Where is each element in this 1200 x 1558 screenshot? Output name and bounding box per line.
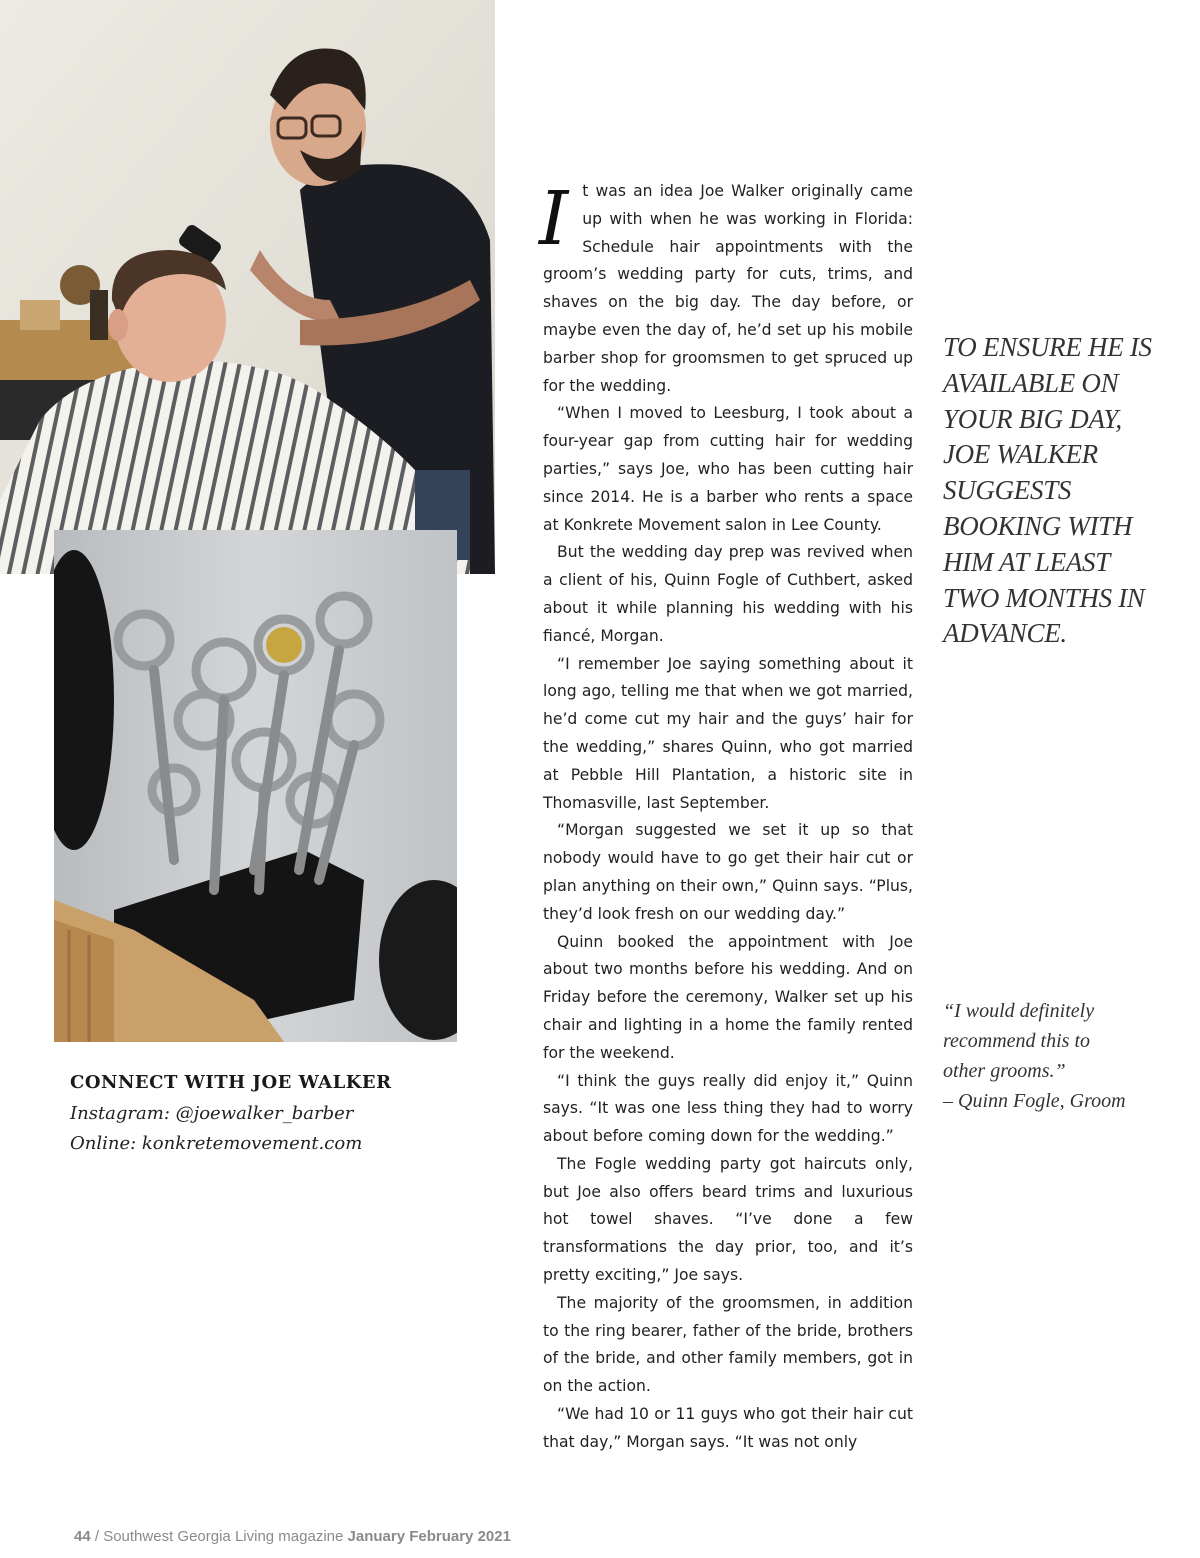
article-paragraph: [539, 176, 913, 400]
barber-photo: [0, 0, 495, 574]
paragraph-text: t was an idea Joe Walker originally came up with when he was working in Florida: Schedule hair appointments with the groom’s wedding party for cuts, trims, and shaves on the big day. The day before, or maybe even the day of, he’d set up his mobile barber shop for groomsmen to get spruced up for the wedding.: [543, 182, 913, 395]
article-paragraph: Quinn booked the appointment with Joe about two months before his wedding. And on Friday before the ceremony, Walker set up his chair and lighting in a home the family rented for the weekend.: [543, 932, 913, 1062]
connect-heading: CONNECT WITH JOE WALKER: [70, 1072, 392, 1093]
publication-name: Southwest Georgia Living magazine: [103, 1528, 344, 1545]
article-paragraph: “When I moved to Leesburg, I took about a four-year gap from cutting hair for wedding parties,” says Joe, who has been cutting hair since 2014. He is a barber who rents a space at Konkrete Movement salon in Lee County.: [543, 404, 913, 534]
footer-separator: /: [94, 1528, 100, 1545]
article-paragraph: The majority of the groomsmen, in addition to the ring bearer, father of the bride, brothers of the bride, and other family members, got in on the action.: [543, 1293, 913, 1396]
article-paragraph: “I think the guys really did enjoy it,” Quinn says. “It was one less thing they had to worry about before coming down for the wedding.”: [543, 1071, 913, 1146]
quote-attribution: – Quinn Fogle, Groom: [943, 1090, 1126, 1112]
article-paragraph: The Fogle wedding party got haircuts only, but Joe also offers beard trims and luxurious hot towel shaves. “I’ve done a few transformations the day prior, too, and it’s pretty exciting,” Joe says.: [543, 1154, 913, 1285]
website-link: Online: konkretemovement.com: [70, 1133, 363, 1154]
shears-photo: [54, 530, 457, 1042]
article-body: [539, 176, 913, 1457]
pull-quote: TO ENSURE HE IS AVAILABLE ON YOUR BIG DAY, JOE WALKER SUGGESTS BOOKING WITH HIM AT LEAST TWO MONTHS IN ADVANCE.: [943, 332, 1152, 649]
article-paragraph: “We had 10 or 11 guys who got their hair cut that day,” Morgan says. “It was not only: [543, 1405, 913, 1451]
drop-cap: I: [539, 176, 569, 262]
connect-block: [70, 1072, 470, 1159]
instagram-handle: Instagram: @joewalker_barber: [70, 1103, 354, 1124]
article-paragraph: “Morgan suggested we set it up so that nobody would have to go get their hair cut or plan anything on their own,” Quinn says. “Plus, they’d look fresh on our wedding day.”: [543, 821, 913, 923]
article-paragraph: But the wedding day prep was revived when a client of his, Quinn Fogle of Cuthbert, asked about it while planning his wedding with his fiancé, Morgan.: [543, 543, 913, 645]
page-number: 44: [74, 1528, 91, 1545]
article-paragraph: “I remember Joe saying something about it long ago, telling me that when we got married, he’d come cut my hair and the guys’ hair for the wedding,” shares Quinn, who got married at Pebble Hill Plantation, a historic site in Thomasville, last September.: [543, 654, 913, 812]
page-footer: [74, 1528, 511, 1545]
issue-date: January February 2021: [347, 1528, 511, 1545]
testimonial-quote: [943, 996, 1133, 1116]
quote-text: “I would definitely recommend this to other grooms.”: [943, 1000, 1095, 1082]
